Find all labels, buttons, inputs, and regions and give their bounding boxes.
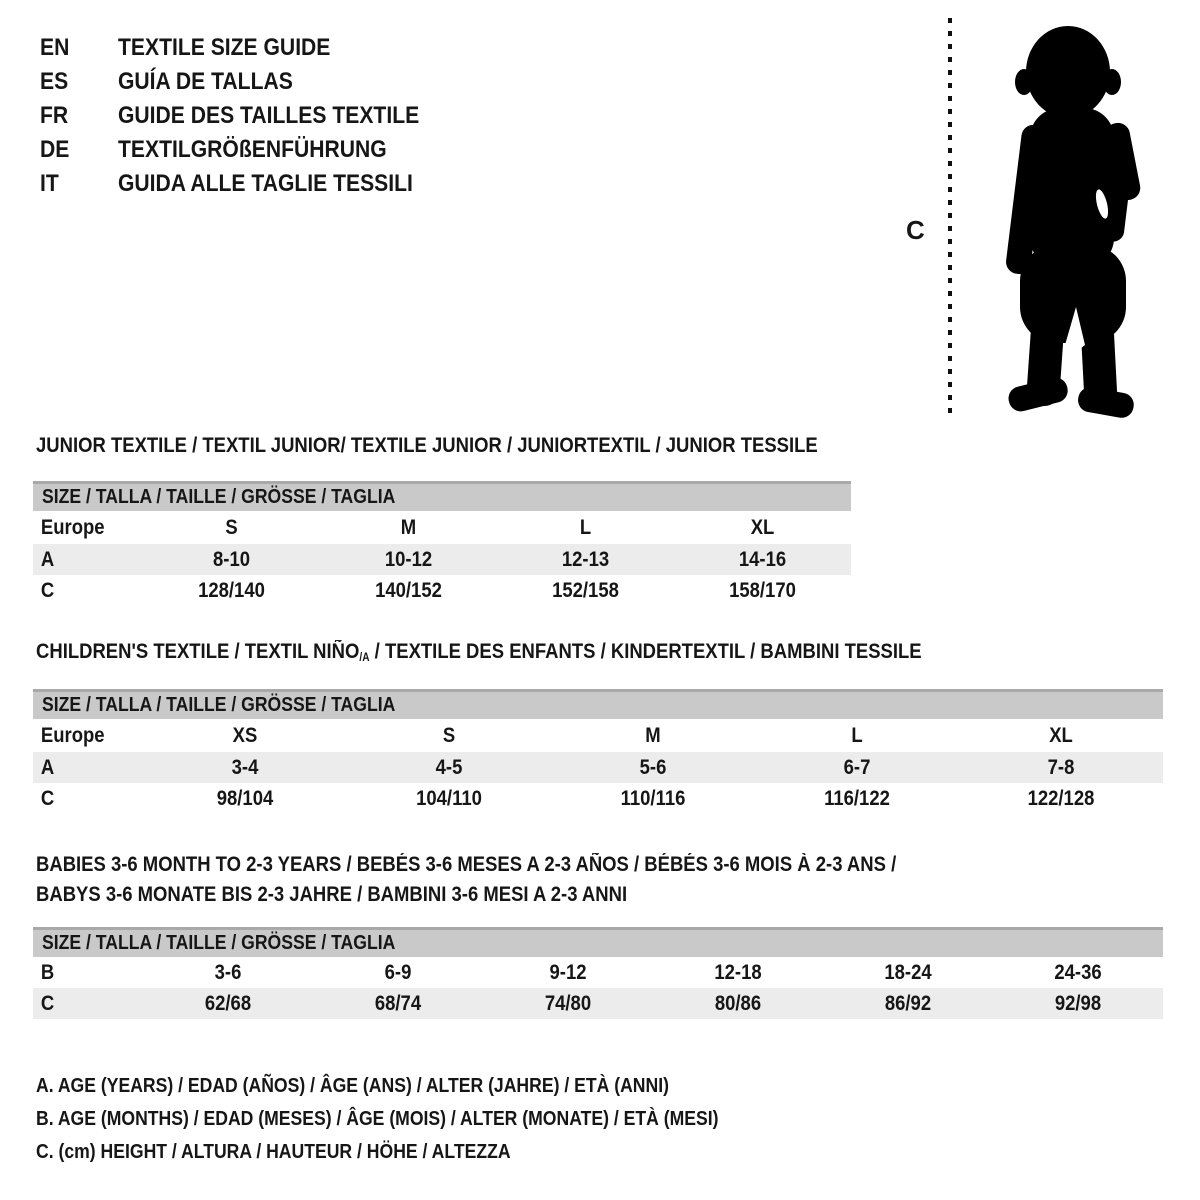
title-text: CHILDREN'S TEXTILE / TEXTIL NIÑO [36,640,360,663]
size-cell: XS [232,723,258,747]
language-code: FR [40,102,69,129]
language-label: GUIDA ALLE TAGLIE TESSILI [118,170,413,197]
table-row-height [33,783,1163,814]
size-cell: XL [1049,723,1073,747]
table-row-age [33,752,1163,783]
legend-line-a [36,1070,812,1103]
language-label: TEXTILGRÖßENFÜHRUNG [118,136,387,163]
toddler-silhouette-icon [1005,26,1143,418]
height-cell: 110/116 [620,786,686,810]
language-code: ES [40,68,69,95]
age-cell: 6-7 [843,755,871,779]
size-header-label: SIZE / TALLA / TAILLE / GRÖSSE / TAGLIA [42,932,396,954]
age-cell: 7-8 [1047,755,1075,779]
table-row-height [33,988,1163,1019]
size-header-label: SIZE / TALLA / TAILLE / GRÖSSE / TAGLIA [42,486,396,508]
toddler-height-figure [900,12,1160,418]
height-cell: 74/80 [544,991,592,1015]
region-label: Europe [40,515,105,539]
months-cell: 18-24 [884,960,932,984]
language-label: GUIDE DES TAILLES TEXTILE [118,102,420,129]
junior-size-table [33,481,851,606]
legend-line-b [36,1103,812,1136]
size-cell: L [851,723,863,747]
language-row-it [40,167,460,201]
height-cell: 140/152 [375,578,442,602]
age-cell: 5-6 [639,755,667,779]
height-cell: 68/74 [374,991,422,1015]
height-cell: 128/140 [198,578,265,602]
row-label: A [40,755,55,779]
table-row-height [33,575,851,606]
age-cell: 12-13 [561,547,610,571]
legend-text: B. AGE (MONTHS) / EDAD (MESES) / ÂGE (MOIS) / ALTER (MONATE) / ETÀ (MESI) [36,1108,719,1130]
language-row-fr [40,99,460,133]
height-cell: 116/122 [824,786,890,810]
age-cell: 10-12 [384,547,433,571]
language-row-en [40,31,460,65]
height-cell: 80/86 [714,991,762,1015]
months-cell: 9-12 [549,960,587,984]
language-title-list [40,31,460,201]
age-cell: 14-16 [738,547,787,571]
title-subscript: /A [359,652,370,665]
height-cell: 86/92 [884,991,932,1015]
age-cell: 4-5 [435,755,463,779]
size-header-label: SIZE / TALLA / TAILLE / GRÖSSE / TAGLIA [42,694,396,716]
size-header-row [33,481,851,511]
language-row-es [40,65,460,99]
language-label: TEXTILE SIZE GUIDE [118,34,331,61]
junior-section-title: JUNIOR TEXTILE / TEXTIL JUNIOR/ TEXTILE JUNIOR / JUNIORTEXTIL / JUNIOR TESSILE [36,434,818,457]
language-label: GUÍA DE TALLAS [118,68,293,95]
size-cell: M [645,723,661,747]
table-row-sizes [33,719,1163,752]
language-code: DE [40,136,70,163]
table-row-age [33,544,851,575]
age-cell: 3-4 [231,755,259,779]
height-cell: 92/98 [1054,991,1102,1015]
children-section-title [36,639,922,671]
size-cell: L [579,515,592,539]
size-header-row [33,927,1163,957]
size-cell: XL [750,515,775,539]
legend-text: C. (cm) HEIGHT / ALTURA / HAUTEUR / HÖHE / ALTEZZA [36,1141,511,1163]
height-cell: 62/68 [204,991,252,1015]
height-cell: 98/104 [216,786,274,810]
height-cell: 122/128 [1027,786,1095,810]
height-cell: 104/110 [416,786,482,810]
babies-section-title-line1: BABIES 3-6 MONTH TO 2-3 YEARS / BEBÉS 3-6 MESES A 2-3 AÑOS / BÉBÉS 3-6 MOIS À 2-3 ANS / [36,853,897,876]
size-cell: S [225,515,238,539]
months-cell: 12-18 [714,960,762,984]
row-label: B [40,960,55,984]
language-code: IT [40,170,59,197]
height-cell: 158/170 [729,578,796,602]
age-cell: 8-10 [213,547,250,571]
months-cell: 3-6 [214,960,242,984]
title-text: / TEXTILE DES ENFANTS / KINDERTEXTIL / BAMBINI TESSILE [369,640,922,663]
legend-line-c [36,1136,812,1169]
row-label: C [40,786,55,810]
months-cell: 24-36 [1054,960,1102,984]
row-label: A [40,547,55,571]
legend-text: A. AGE (YEARS) / EDAD (AÑOS) / ÂGE (ANS) / ALTER (JAHRE) / ETÀ (ANNI) [36,1075,669,1097]
babies-section-title-line2: BABYS 3-6 MONATE BIS 2-3 JAHRE / BAMBINI 3-6 MESI A 2-3 ANNI [36,883,628,906]
height-cell: 152/158 [552,578,619,602]
measure-legend [36,1070,812,1169]
table-row-sizes [33,511,851,544]
region-label: Europe [40,723,105,747]
table-row-age-months [33,957,1163,988]
language-row-de [40,133,460,167]
children-size-table [33,689,1163,814]
babies-size-table [33,927,1163,1019]
size-cell: M [400,515,417,539]
height-measure-label: C [906,215,925,245]
row-label: C [40,578,55,602]
months-cell: 6-9 [384,960,412,984]
size-header-row [33,689,1163,719]
language-code: EN [40,34,70,61]
size-cell: S [442,723,456,747]
row-label: C [40,991,55,1015]
